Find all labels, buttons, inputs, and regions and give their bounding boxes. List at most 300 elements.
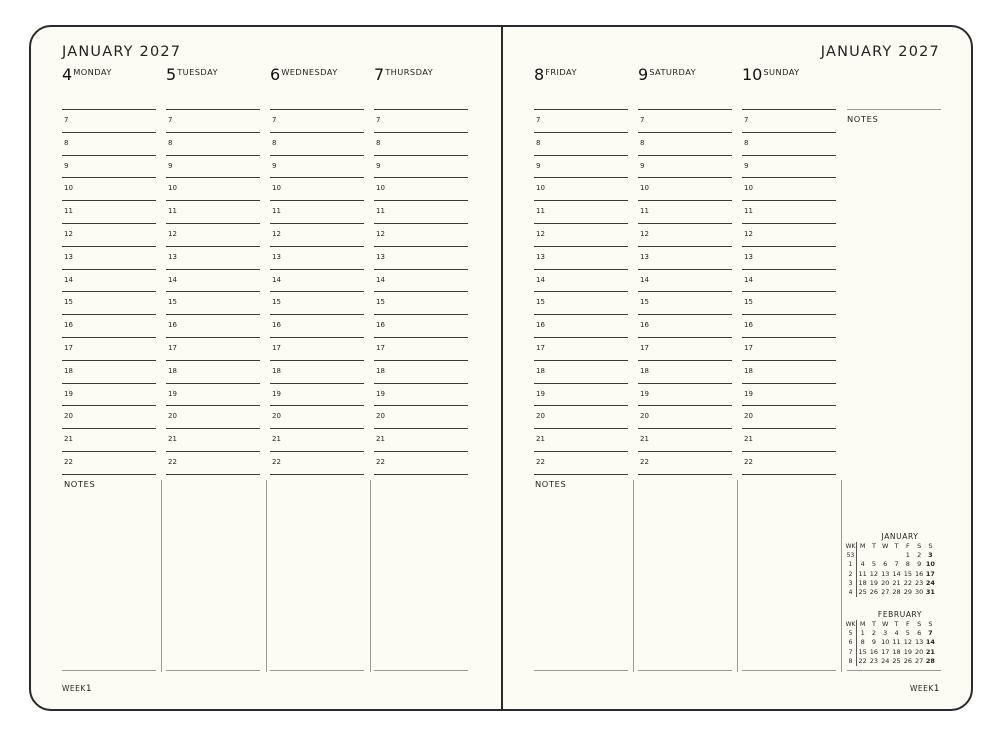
- hour-label: 14: [744, 275, 753, 284]
- hour-rule: [270, 109, 364, 110]
- hour-label: 18: [376, 366, 385, 375]
- hour-label: 20: [168, 412, 177, 421]
- day-cell: T: [894, 620, 899, 628]
- day-cell: 15: [858, 647, 867, 656]
- hour-label: 7: [64, 116, 69, 124]
- hour-label: 16: [744, 321, 753, 330]
- day-number: 10: [742, 65, 763, 84]
- hour-rule: [62, 405, 156, 406]
- hour-label: 9: [640, 161, 645, 170]
- hour-label: 8: [536, 138, 541, 147]
- hour-rule: [62, 200, 156, 201]
- week-number-cell: 53: [845, 551, 857, 560]
- hour-label: 16: [536, 321, 545, 330]
- hour-label: 12: [640, 230, 649, 238]
- hour-rule: [374, 177, 468, 178]
- hour-rule: [638, 383, 732, 384]
- hour-rule: [638, 360, 732, 361]
- hour-rule: [270, 360, 364, 361]
- week-word: WEEK: [62, 684, 86, 693]
- hour-rule: [166, 200, 260, 201]
- day-cell: 27: [914, 656, 924, 665]
- day-cell: S: [917, 620, 922, 628]
- hour-label: 15: [376, 298, 385, 307]
- hour-rule: [374, 223, 468, 224]
- hour-rule: [534, 451, 628, 452]
- day-header: [742, 65, 800, 84]
- right-week-label: [910, 684, 940, 694]
- day-cell: 1: [905, 551, 910, 560]
- day-cell: 9: [871, 638, 877, 647]
- hour-label: 12: [64, 230, 73, 238]
- day-cell: 23: [869, 656, 879, 665]
- day-number: 8: [534, 65, 545, 84]
- hour-label: 7: [168, 116, 173, 124]
- hour-rule: [374, 360, 468, 361]
- hour-label: 10: [376, 184, 385, 193]
- day-cell: [868, 551, 879, 560]
- day-cell: 16: [869, 647, 879, 656]
- day-cell: 24: [881, 656, 890, 665]
- hour-rule: [638, 405, 732, 406]
- day-number: 7: [374, 65, 385, 84]
- day-cell: 8: [860, 638, 865, 647]
- hour-label: 7: [744, 116, 749, 124]
- hour-label: 13: [744, 252, 753, 261]
- hour-rule: [638, 109, 732, 110]
- hour-label: 8: [64, 138, 69, 147]
- hour-rule: [534, 109, 628, 110]
- book-spine: [501, 27, 503, 709]
- hour-rule: [166, 474, 260, 475]
- day-cell: 26: [869, 587, 879, 596]
- hour-label: 10: [64, 184, 73, 193]
- day-cell: 25: [858, 587, 867, 596]
- hour-label: 9: [536, 161, 541, 170]
- day-cell: 12: [869, 569, 879, 578]
- hour-rule: [742, 177, 836, 178]
- hour-rule: [166, 337, 260, 338]
- hour-rule: [534, 314, 628, 315]
- hour-rule: [62, 451, 156, 452]
- hour-label: 18: [64, 366, 73, 375]
- notes-bottom-rule: [847, 670, 941, 671]
- day-cell: 27: [881, 587, 890, 596]
- day-cell: 28: [925, 656, 935, 665]
- hour-label: 15: [64, 298, 73, 307]
- hour-rule: [534, 155, 628, 156]
- day-cell: 18: [892, 647, 901, 656]
- day-number: 5: [166, 65, 177, 84]
- hour-rule: [742, 314, 836, 315]
- day-column: [374, 27, 468, 711]
- day-column: [62, 27, 156, 711]
- day-header: [270, 65, 338, 84]
- week-word: WEEK: [909, 684, 934, 693]
- day-cell: S: [928, 620, 933, 628]
- notes-divider: [161, 480, 162, 672]
- right-page-title: JANUARY 2027: [820, 44, 940, 60]
- hour-rule: [374, 269, 468, 270]
- hour-rule: [638, 474, 732, 475]
- day-header: [638, 65, 696, 84]
- hour-label: 17: [272, 344, 281, 352]
- hour-label: 11: [376, 207, 385, 216]
- mini-calendar-title: FEBRUARY: [877, 610, 923, 619]
- hour-label: 20: [376, 412, 385, 421]
- hour-label: 15: [536, 298, 545, 307]
- day-cell: 20: [914, 647, 924, 656]
- day-cell: 18: [858, 578, 867, 587]
- hour-rule: [62, 360, 156, 361]
- day-cell: 29: [903, 587, 912, 596]
- hour-rule: [166, 177, 260, 178]
- hour-label: 19: [744, 389, 753, 398]
- hour-label: 14: [640, 275, 649, 284]
- hour-rule: [534, 132, 628, 133]
- hour-rule: [166, 269, 260, 270]
- day-cell: 22: [903, 578, 912, 587]
- hour-label: 11: [168, 207, 177, 216]
- day-cell: 25: [892, 656, 901, 665]
- hour-label: 10: [640, 184, 649, 193]
- week-number-cell: 5: [845, 629, 857, 638]
- hour-rule: [62, 314, 156, 315]
- hour-label: 12: [272, 230, 281, 238]
- day-cell: 17: [925, 569, 935, 578]
- day-cell: 6: [917, 629, 922, 638]
- mini-calendar-week: [845, 570, 945, 579]
- hour-rule: [62, 428, 156, 429]
- hour-label: 7: [272, 116, 277, 124]
- hour-rule: [270, 200, 364, 201]
- day-cell: M: [859, 620, 866, 628]
- hour-rule: [270, 428, 364, 429]
- week-number-cell: 1: [845, 560, 857, 569]
- day-cell: 3: [883, 629, 888, 638]
- day-cell: 17: [881, 647, 890, 656]
- day-cell: 3: [928, 551, 933, 560]
- hour-label: 22: [536, 458, 545, 466]
- hour-label: 19: [376, 389, 385, 398]
- hour-rule: [742, 405, 836, 406]
- hour-label: 19: [536, 389, 545, 398]
- hour-rule: [62, 109, 156, 110]
- hour-label: 21: [536, 435, 545, 444]
- hour-label: 12: [376, 230, 385, 238]
- left-week-label: [62, 684, 92, 694]
- day-name: FRIDAY: [545, 67, 577, 77]
- day-cell: 7: [894, 560, 899, 569]
- hour-rule: [742, 337, 836, 338]
- hour-rule: [374, 383, 468, 384]
- hour-rule: [166, 109, 260, 110]
- hour-rule: [638, 337, 732, 338]
- hour-label: 21: [376, 435, 385, 444]
- hour-rule: [742, 291, 836, 292]
- day-header: [374, 65, 433, 84]
- day-cell: T: [871, 620, 876, 628]
- notes-divider: [370, 480, 371, 672]
- mini-calendar-week: [845, 648, 945, 657]
- hour-label: 19: [640, 389, 649, 398]
- day-cell: T: [871, 542, 876, 550]
- hour-rule: [374, 474, 468, 475]
- hour-label: 21: [744, 435, 753, 444]
- hour-label: 11: [64, 207, 73, 216]
- hour-label: 14: [536, 275, 545, 284]
- day-name: TUESDAY: [177, 67, 218, 77]
- day-cell: F: [905, 620, 910, 628]
- hour-rule: [374, 200, 468, 201]
- hour-label: 8: [168, 138, 173, 147]
- day-cell: M: [859, 542, 866, 550]
- hour-rule: [374, 109, 468, 110]
- day-cell: 26: [903, 656, 912, 665]
- hour-label: 17: [376, 344, 385, 352]
- day-cell: T: [894, 542, 899, 550]
- day-header: [62, 65, 112, 84]
- hour-rule: [166, 155, 260, 156]
- day-cell: 2: [917, 551, 922, 560]
- hour-rule: [742, 360, 836, 361]
- day-cell: 13: [881, 569, 890, 578]
- day-cell: 8: [905, 560, 910, 569]
- week-number-cell: 6: [845, 638, 857, 647]
- side-notes-label: NOTES: [847, 114, 879, 124]
- notes-bottom-rule: [374, 670, 468, 671]
- hour-label: 21: [168, 435, 177, 444]
- week-number-cell: WK: [845, 621, 856, 628]
- day-cell: 24: [925, 578, 935, 587]
- hour-label: 7: [536, 116, 541, 124]
- hour-rule: [374, 428, 468, 429]
- hour-rule: [534, 337, 628, 338]
- hour-rule: [638, 177, 732, 178]
- hour-rule: [166, 383, 260, 384]
- hour-rule: [62, 223, 156, 224]
- hour-rule: [638, 132, 732, 133]
- hour-label: 17: [640, 344, 649, 352]
- hour-label: 10: [744, 184, 753, 193]
- week-number-cell: WK: [845, 543, 856, 550]
- mini-calendar-week: [845, 629, 945, 638]
- mini-calendar-title: JANUARY: [881, 532, 919, 541]
- hour-label: 12: [744, 230, 753, 238]
- day-cell: 15: [903, 569, 912, 578]
- hour-rule: [374, 405, 468, 406]
- hour-label: 20: [536, 412, 545, 421]
- hour-rule: [270, 383, 364, 384]
- day-cell: 10: [881, 638, 890, 647]
- day-cell: 14: [892, 569, 901, 578]
- hour-rule: [270, 177, 364, 178]
- day-cell: 16: [914, 569, 924, 578]
- hour-rule: [374, 314, 468, 315]
- hour-rule: [270, 314, 364, 315]
- hour-rule: [742, 383, 836, 384]
- hour-rule: [742, 246, 836, 247]
- day-cell: 10: [925, 560, 935, 569]
- day-cell: 1: [860, 629, 865, 638]
- hour-rule: [166, 223, 260, 224]
- day-name: WEDNESDAY: [281, 67, 338, 77]
- hour-rule: [270, 291, 364, 292]
- hour-rule: [270, 337, 364, 338]
- hour-rule: [270, 246, 364, 247]
- hour-label: 8: [272, 138, 277, 147]
- day-column: [534, 27, 628, 711]
- hour-label: 15: [640, 298, 649, 307]
- day-cell: 22: [858, 656, 867, 665]
- hour-label: 8: [640, 138, 645, 147]
- hour-rule: [166, 451, 260, 452]
- day-column: [742, 27, 836, 711]
- day-cell: 19: [869, 578, 879, 587]
- day-number: 4: [62, 65, 73, 84]
- hour-rule: [374, 155, 468, 156]
- hour-label: 9: [64, 161, 69, 170]
- day-cell: 31: [925, 587, 935, 596]
- day-cell: 13: [914, 638, 924, 647]
- hour-rule: [166, 314, 260, 315]
- planner-spread: [29, 25, 973, 711]
- hour-label: 22: [64, 458, 73, 466]
- hour-label: 8: [376, 138, 381, 147]
- hour-rule: [374, 337, 468, 338]
- hour-label: 16: [168, 321, 177, 330]
- hour-label: 13: [536, 252, 545, 261]
- hour-rule: [638, 155, 732, 156]
- hour-label: 17: [744, 344, 753, 352]
- day-cell: 7: [928, 629, 933, 638]
- hour-rule: [166, 246, 260, 247]
- day-column: [166, 27, 260, 711]
- day-cell: 20: [881, 578, 890, 587]
- side-notes-rule: [847, 109, 941, 110]
- hour-rule: [742, 451, 836, 452]
- hour-rule: [62, 177, 156, 178]
- hour-rule: [638, 246, 732, 247]
- hour-rule: [270, 269, 364, 270]
- mini-calendar-header: [845, 620, 945, 629]
- day-cell: [891, 551, 902, 560]
- hour-rule: [638, 291, 732, 292]
- hour-label: 21: [272, 435, 281, 444]
- hour-label: 10: [536, 184, 545, 193]
- hour-label: 16: [376, 321, 385, 330]
- hour-rule: [742, 155, 836, 156]
- hour-label: 12: [168, 230, 177, 238]
- hour-rule: [638, 200, 732, 201]
- mini-calendar-week: [845, 579, 945, 588]
- mini-calendar-week: [845, 551, 945, 560]
- hour-rule: [62, 132, 156, 133]
- hour-rule: [166, 132, 260, 133]
- day-cell: F: [905, 542, 910, 550]
- notes-divider: [266, 480, 267, 672]
- mini-calendar-week: [845, 657, 945, 666]
- hour-label: 22: [640, 458, 649, 466]
- hour-rule: [742, 109, 836, 110]
- hour-rule: [534, 177, 628, 178]
- week-number-cell: 7: [845, 648, 857, 657]
- day-cell: S: [917, 542, 922, 550]
- hour-rule: [270, 405, 364, 406]
- hour-label: 14: [272, 275, 281, 284]
- hour-label: 18: [168, 366, 177, 375]
- hour-rule: [166, 428, 260, 429]
- hour-label: 9: [744, 161, 749, 170]
- hour-rule: [62, 474, 156, 475]
- mini-calendar-week: [845, 560, 945, 569]
- hour-rule: [374, 291, 468, 292]
- week-number-cell: 2: [845, 570, 857, 579]
- day-name: SATURDAY: [649, 67, 697, 77]
- notes-bottom-rule: [638, 670, 732, 671]
- hour-label: 10: [168, 184, 177, 193]
- day-name: THURSDAY: [385, 67, 434, 77]
- day-cell: 19: [903, 647, 912, 656]
- hour-label: 12: [536, 230, 545, 238]
- week-number-cell: 4: [845, 588, 857, 597]
- hour-label: 13: [272, 252, 281, 261]
- hour-label: 18: [536, 366, 545, 375]
- hour-rule: [166, 291, 260, 292]
- hour-rule: [270, 451, 364, 452]
- hour-rule: [534, 200, 628, 201]
- day-cell: 23: [914, 578, 924, 587]
- hour-rule: [270, 474, 364, 475]
- hour-rule: [62, 269, 156, 270]
- day-cell: 21: [892, 578, 901, 587]
- hour-label: 9: [376, 161, 381, 170]
- hour-label: 21: [64, 435, 73, 444]
- notes-bottom-rule: [534, 670, 628, 671]
- hour-label: 13: [168, 252, 177, 261]
- hour-rule: [742, 132, 836, 133]
- notes-divider: [737, 480, 738, 672]
- day-cell: 28: [892, 587, 901, 596]
- hour-label: 16: [64, 321, 73, 330]
- hour-label: 9: [272, 161, 277, 170]
- hour-label: 7: [640, 116, 645, 124]
- hour-label: 9: [168, 161, 173, 170]
- hour-rule: [62, 383, 156, 384]
- day-cell: [857, 551, 868, 560]
- week-number-cell: 3: [845, 579, 857, 588]
- hour-label: 20: [640, 412, 649, 421]
- day-number: 9: [638, 65, 649, 84]
- hour-label: 16: [640, 321, 649, 330]
- day-cell: 11: [892, 638, 901, 647]
- hour-label: 20: [64, 412, 73, 421]
- hour-rule: [62, 337, 156, 338]
- hour-rule: [534, 405, 628, 406]
- notes-bottom-rule: [166, 670, 260, 671]
- right-notes-label: NOTES: [535, 479, 567, 489]
- day-cell: S: [928, 542, 933, 550]
- hour-label: 17: [536, 344, 545, 352]
- hour-label: 21: [640, 435, 649, 444]
- hour-rule: [742, 474, 836, 475]
- hour-rule: [638, 314, 732, 315]
- hour-label: 14: [64, 275, 73, 284]
- hour-label: 22: [744, 458, 753, 466]
- day-cell: 2: [871, 629, 877, 638]
- mini-calendar-week: [845, 588, 945, 597]
- notes-divider: [633, 480, 634, 672]
